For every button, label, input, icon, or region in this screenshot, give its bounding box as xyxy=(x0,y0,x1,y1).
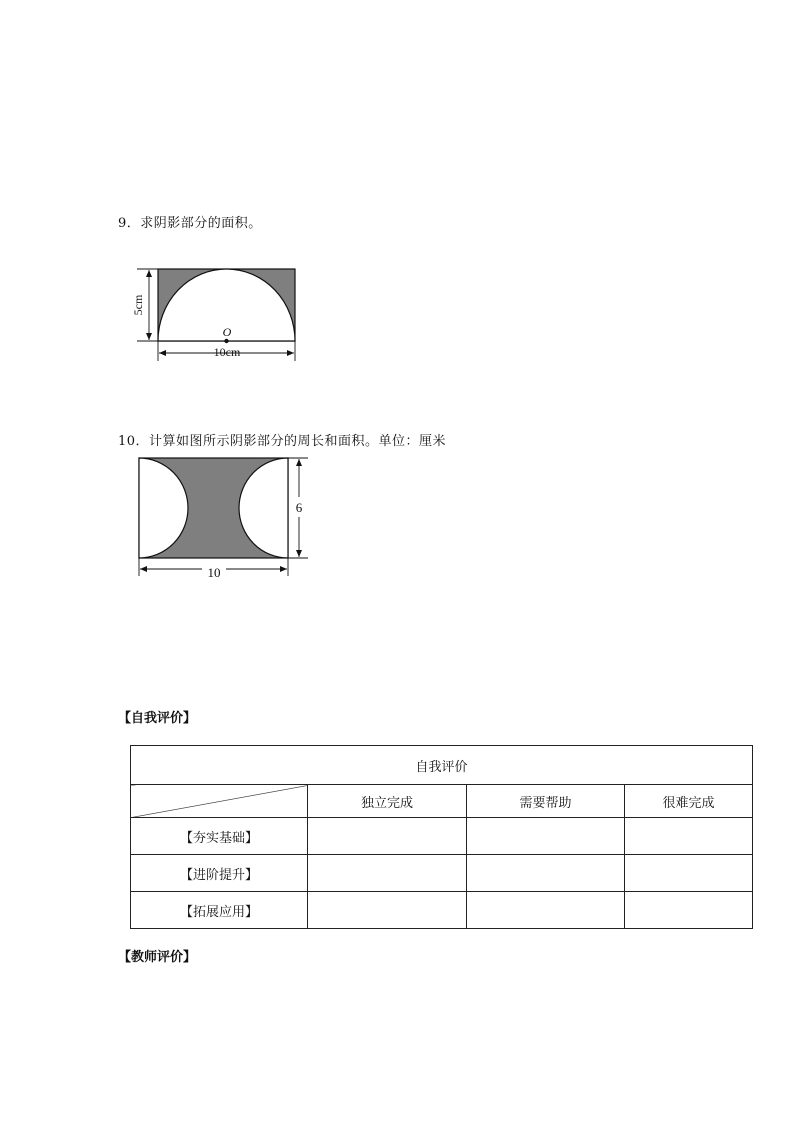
height-label-9: 5cm xyxy=(131,294,145,316)
col-independent: 独立完成 xyxy=(308,785,467,818)
table-cell[interactable] xyxy=(467,818,625,855)
figure-9 xyxy=(130,258,310,368)
table-row xyxy=(131,855,753,892)
teacher-eval-heading: 【教师评价】 xyxy=(118,950,197,965)
row-label: 【夯实基础】 xyxy=(131,818,308,855)
center-label: O xyxy=(222,325,232,339)
col-need-help: 需要帮助 xyxy=(467,785,625,818)
col-difficult: 很难完成 xyxy=(625,785,753,818)
table-cell[interactable] xyxy=(308,855,467,892)
row-label: 【拓展应用】 xyxy=(131,892,308,929)
table-cell[interactable] xyxy=(308,892,467,929)
question-10-title: 10．计算如图所示阴影部分的周长和面积。单位：厘米 xyxy=(118,434,447,449)
diagonal-header-cell xyxy=(131,785,308,818)
table-cell[interactable] xyxy=(308,818,467,855)
question-9-title: 9．求阴影部分的面积。 xyxy=(118,216,262,231)
self-eval-table xyxy=(130,745,753,929)
table-cell[interactable] xyxy=(625,892,753,929)
row-label: 【进阶提升】 xyxy=(131,855,308,892)
center-point xyxy=(224,339,228,343)
table-cell[interactable] xyxy=(625,818,753,855)
self-eval-heading: 【自我评价】 xyxy=(118,711,197,726)
table-title: 自我评价 xyxy=(131,746,753,785)
table-cell[interactable] xyxy=(467,892,625,929)
width-label-10: 10 xyxy=(207,565,221,580)
height-label-10: 6 xyxy=(295,500,303,515)
table-row xyxy=(131,818,753,855)
table-cell[interactable] xyxy=(625,855,753,892)
figure-10 xyxy=(130,450,320,585)
table-row xyxy=(131,892,753,929)
width-label-9: 10cm xyxy=(213,345,241,359)
table-cell[interactable] xyxy=(467,855,625,892)
